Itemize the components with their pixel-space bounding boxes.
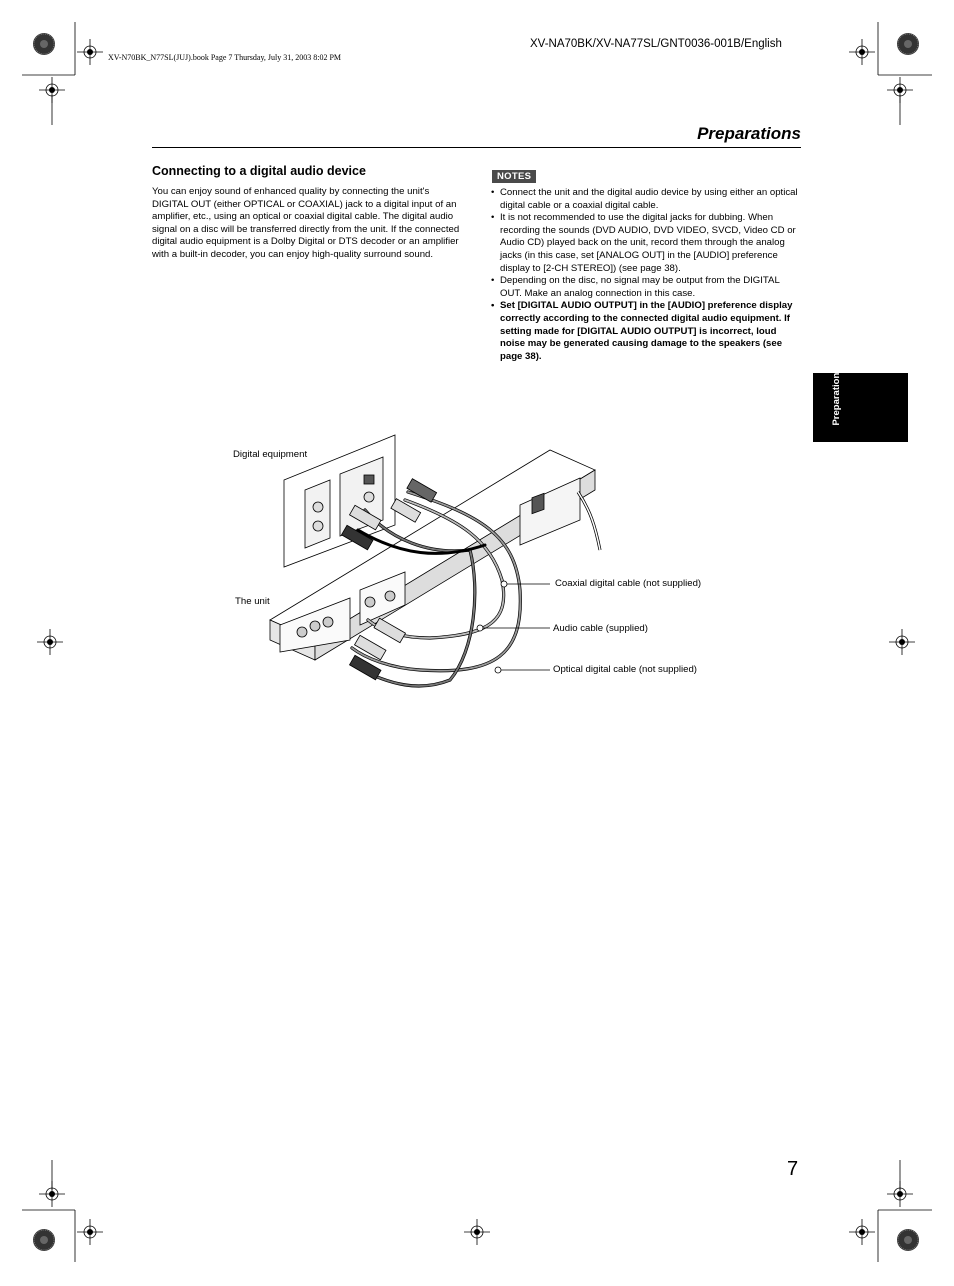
model-code-header: XV-NA70BK/XV-NA77SL/GNT0036-001B/English <box>530 38 782 50</box>
note-item: • Depending on the disc, no signal may be output from the DIGITAL OUT. Make an analog connection in this case. <box>490 275 802 300</box>
connection-diagram <box>240 430 800 710</box>
note-item-warning: • Set [DIGITAL AUDIO OUTPUT] in the [AUDIO] preference display correctly according to the connected digital audio equipment. If setting made for [DIGITAL AUDIO OUTPUT] is incorrect, loud noise may be generated causing damage to the speakers (see page 38). <box>490 300 802 363</box>
note-item: • Connect the unit and the digital audio device by using either an optical digital cable or a coaxial digital cable. <box>490 187 802 212</box>
label-optical-cable: Optical digital cable (not supplied) <box>553 664 697 675</box>
side-tab-label: Preparations <box>831 367 842 426</box>
label-audio-cable: Audio cable (supplied) <box>553 623 648 634</box>
side-tab <box>813 367 908 442</box>
header-rule <box>152 147 801 148</box>
intro-paragraph: You can enjoy sound of enhanced quality by connecting the unit's DIGITAL OUT (either OPTICAL or COAXIAL) jack to a digital input of an amplifier, etc., using an optical or coaxial digital cable. The digital audio signal on a disc will be transferred directly from the unit. If the connected digital audio equipment is a Dolby Digital or DTS decoder or an amplifier with a built-in decoder, you can enjoy high-quality surround sound. <box>152 186 460 260</box>
note-item: • It is not recommended to use the digital jacks for dubbing. When recording the sounds (DVD AUDIO, DVD VIDEO, SVCD, Video CD or Audio CD) played back on the unit, record them through the analog jacks (in this case, set [ANALOG OUT] in the [AUDIO] preference display to [2-CH STEREO]) (see page 38). <box>490 212 802 275</box>
book-file-line: XV-N70BK_N77SL(JUJ).book Page 7 Thursday, July 31, 2003 8:02 PM <box>108 53 342 62</box>
page-number: 7 <box>787 1158 799 1180</box>
notes-badge: NOTES <box>492 170 536 183</box>
label-the-unit: The unit <box>235 596 270 607</box>
section-title: Preparations <box>697 124 801 143</box>
label-digital-equipment: Digital equipment <box>233 449 308 460</box>
notes-list <box>490 187 802 363</box>
label-coaxial-cable: Coaxial digital cable (not supplied) <box>555 578 702 589</box>
section-heading: Connecting to a digital audio device <box>152 164 366 178</box>
